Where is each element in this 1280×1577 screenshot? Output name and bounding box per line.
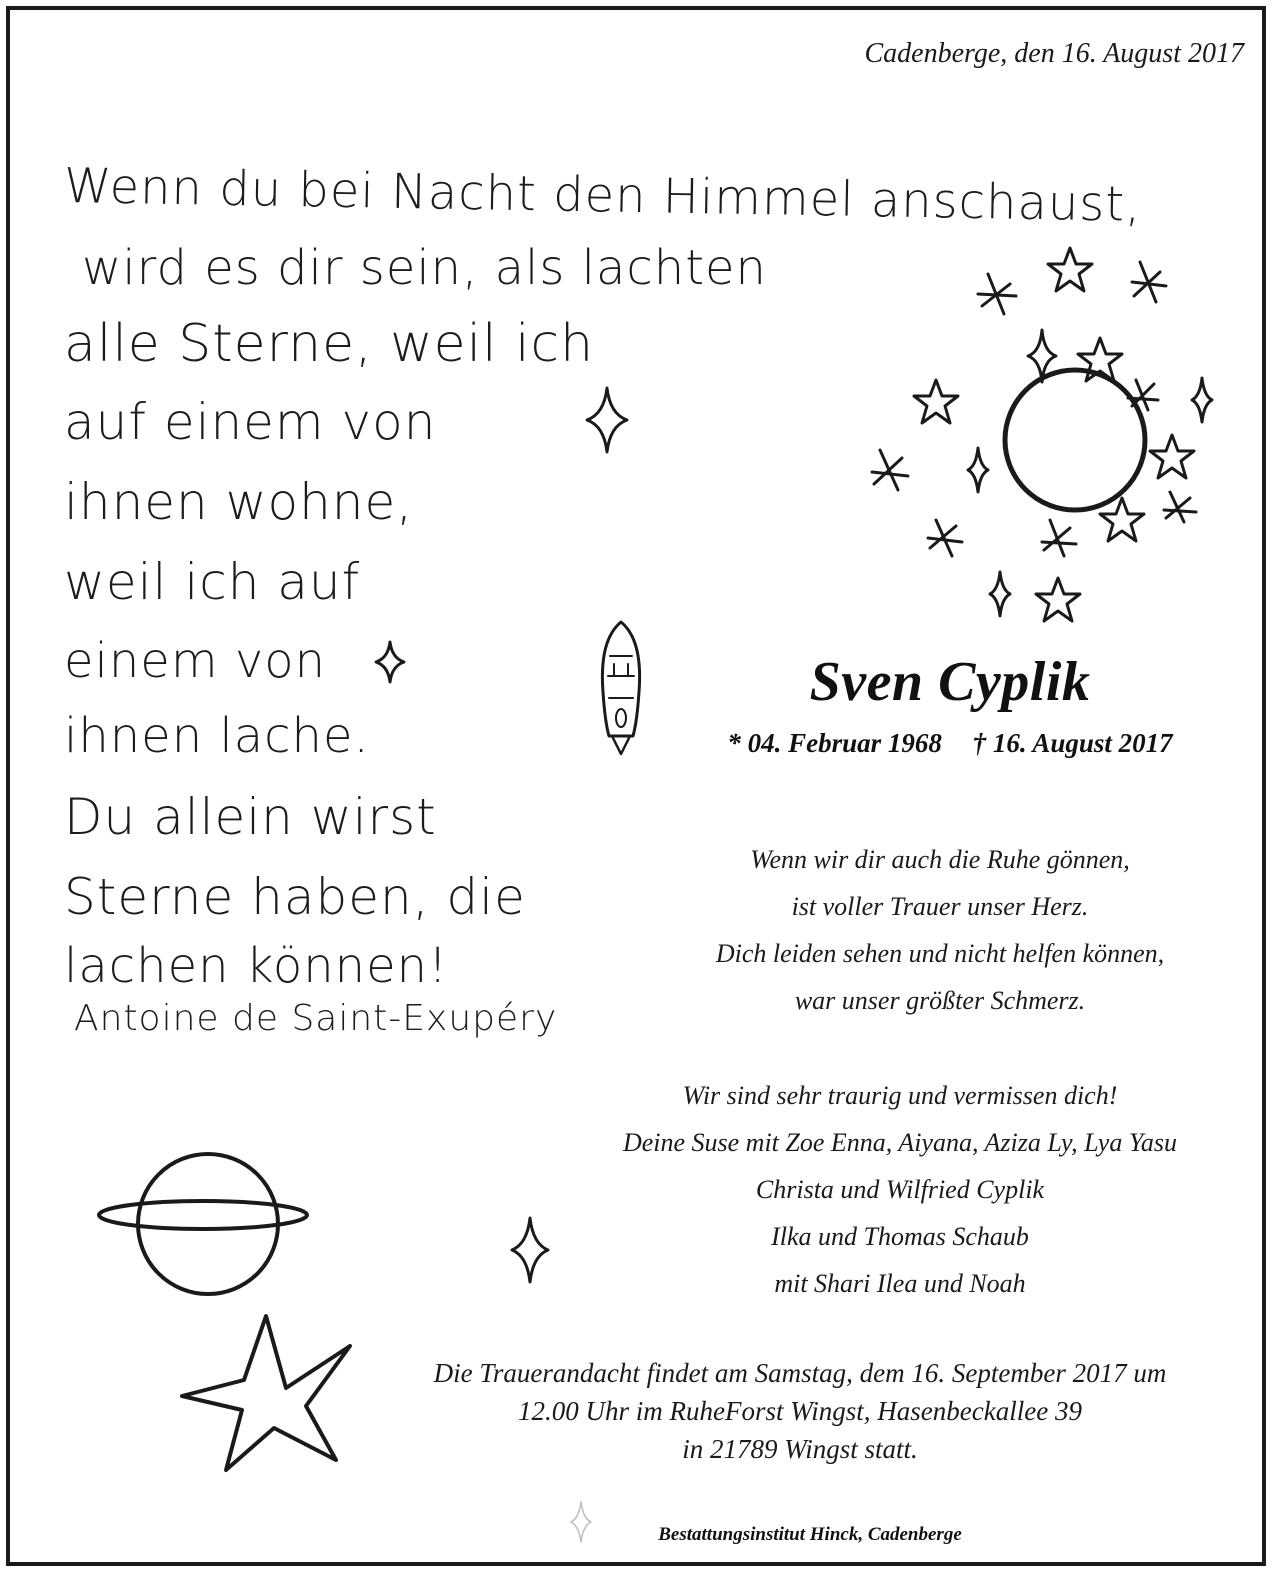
large-star-icon (178, 1310, 358, 1480)
family-signatures (540, 1072, 1260, 1307)
poem-line: ihnen wohne, (64, 473, 414, 531)
twinkle-star-icon (370, 640, 410, 684)
verse-line: ist voller Trauer unser Herz. (791, 892, 1089, 921)
death-date: † 16. August 2017 (972, 728, 1173, 758)
family-line: Ilka und Thomas Schaub (771, 1222, 1029, 1251)
verse-line: Wenn wir dir auch die Ruhe gönnen, (750, 845, 1130, 874)
poem-line: wird es dir sein, als lachten (82, 240, 767, 296)
poem-line: einem von (64, 633, 327, 689)
service-line: in 21789 Wingst statt. (682, 1434, 918, 1464)
life-dates (690, 728, 1210, 759)
twinkle-star-icon (582, 386, 632, 456)
birth-date: * 04. Februar 1968 (727, 728, 942, 758)
family-line: Christa und Wilfried Cyplik (755, 1175, 1045, 1204)
place-date: Cadenberge, den 16. August 2017 (864, 38, 1244, 69)
poem-author: Antoine de Saint-Exupéry (74, 998, 558, 1039)
verse-line: war unser größter Schmerz. (794, 986, 1086, 1015)
family-line: Deine Suse mit Zoe Enna, Aiyana, Aziza Ly, Lya Yasu (622, 1128, 1178, 1157)
obituary-notice (6, 6, 1266, 1566)
poem-line: auf einem von (64, 393, 437, 451)
poem-line: Sterne haben, die (64, 868, 526, 926)
poem-line: alle Sterne, weil ich (64, 314, 595, 374)
ringed-planet-icon (98, 1152, 318, 1302)
poem-line: Wenn du bei Nacht den Himmel anschaust, (63, 158, 1142, 233)
deceased-name: Sven Cyplik (809, 651, 1091, 713)
poem-line: lachen können! (64, 938, 449, 994)
stars-and-planet-drawing (860, 230, 1220, 630)
memorial-verse (640, 836, 1240, 1024)
undertaker-credit: Bestattungsinstitut Hinck, Cadenberge (658, 1524, 962, 1545)
poem-line: ihnen lache. (64, 708, 370, 764)
verse-line: Dich leiden sehen und nicht helfen können, (715, 939, 1165, 968)
family-line: mit Shari Ilea und Noah (774, 1269, 1026, 1298)
service-line: 12.00 Uhr im RuheForst Wingst, Hasenbeckallee 39 (518, 1396, 1082, 1426)
poem-line: weil ich auf (64, 553, 361, 611)
service-announcement (340, 1354, 1260, 1468)
poem-line: Du allein wirst (64, 788, 437, 846)
family-line: Wir sind sehr traurig und vermissen dich! (682, 1081, 1118, 1110)
rocket-icon (598, 618, 644, 758)
service-line: Die Trauerandacht findet am Samstag, dem 16. September 2017 um (433, 1358, 1167, 1388)
